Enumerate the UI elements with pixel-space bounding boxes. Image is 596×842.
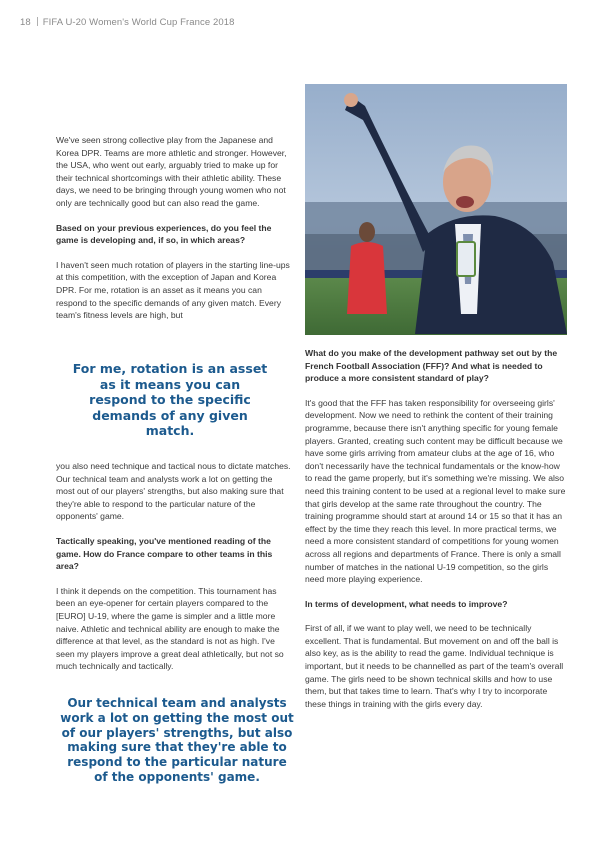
left-column-top (56, 134, 292, 334)
interview-question-4: In terms of development, what needs to improve? (305, 598, 508, 609)
coach-photo (305, 84, 567, 335)
interview-question-2: Tactically speaking, you've mentioned reading of the game. How do France compare to other teams in this area? (56, 535, 273, 572)
left-paragraph-2: I haven't seen much rotation of players in the starting line-ups at this competition, with the exception of Japan and Korea DPR. For me, rotation is an asset as it means you can respond to the specific demands of any given match. Every team's fitness levels are high, but (56, 259, 290, 321)
interview-question-1: Based on your previous experiences, do you feel the game is developing and, if so, in which areas? (56, 222, 272, 246)
left-paragraph-1: We've seen strong collective play from the Japanese and Korea DPR. Teams are more athletic and stronger. However, the USA, who went out early, arguably tried to make up for their technical shortcomings with their athletic ability. These days, we need to be bringing through young women who not only are technically good but can also read the game. (56, 135, 287, 208)
interview-question-3: What do you make of the development pathway set out by the French Football Association (FFF)? And what is needed to produce a more consistent standard of play? (305, 348, 558, 384)
left-column-bottom (56, 460, 292, 685)
right-paragraph-2: First of all, if we want to play well, we need to be technically excellent. That is fundamental. But movement on and off the ball is also key, as is the ability to read the game. Individual technique is important, but it needs to be channelled as part of the team's overall game. The girls need to be shown technical skills and how to use them, but that takes time to learn. That's why I try to incorporate these things in training with the girls every day. (305, 623, 564, 709)
pullquote-2: Our technical team and analysts work a lot on getting the most out of our players' strengths, but also making sure that they're able to respond to the particular nature of the opponents' game. (60, 696, 294, 784)
right-column (305, 347, 567, 722)
pullquote-1: For me, rotation is an asset as it means you can respond to the specific demands of any given match. (72, 361, 268, 438)
publication-title: FIFA U-20 Women's World Cup France 2018 (42, 17, 235, 28)
left-paragraph-4: I think it depends on the competition. This tournament has been an eye-opener for certain players compared to the [EURO] U-19, where the game is simpler and a little more naive. Athletic and technical ability are enough to make the difference at that level, as the standard is not as high. I've seen my players improve a great deal athletically, but not so much technically and tactically. (56, 585, 284, 672)
header-divider (37, 17, 38, 26)
page-number: 18 (20, 17, 31, 28)
right-paragraph-1: It's good that the FFF has taken responsibility for overseeing girls' development. Now we need to rethink the content of their training programme, because there isn't anything specific for young female players. Granted, creating such content may be difficult because we have some girls arriving from amateur clubs at the age of 16, who don't necessarily have the technical fundamentals or the know-how to read the game properly, but it's something we're missing. We also need this training content to be used at a regional level to make sure that girls develop at the same rate throughout the country. The training programme should start at around 14 or 15 so that it has an effect by the time they reach this level. In more practical terms, we need a more consistent standard of competitions for young women across all regions and departments of France. There is only a small number of matches in the national U-19 competition, so the girls need more playing experience. (305, 397, 566, 585)
coach-photo-illustration (305, 84, 567, 335)
left-paragraph-3: you also need technique and tactical nous to dictate matches. Our technical team and analysts work a lot on getting the most out of our players' strengths, but also making sure that they're able to respond to the particular nature of the opponents' game. (56, 461, 291, 522)
running-header (20, 17, 235, 28)
